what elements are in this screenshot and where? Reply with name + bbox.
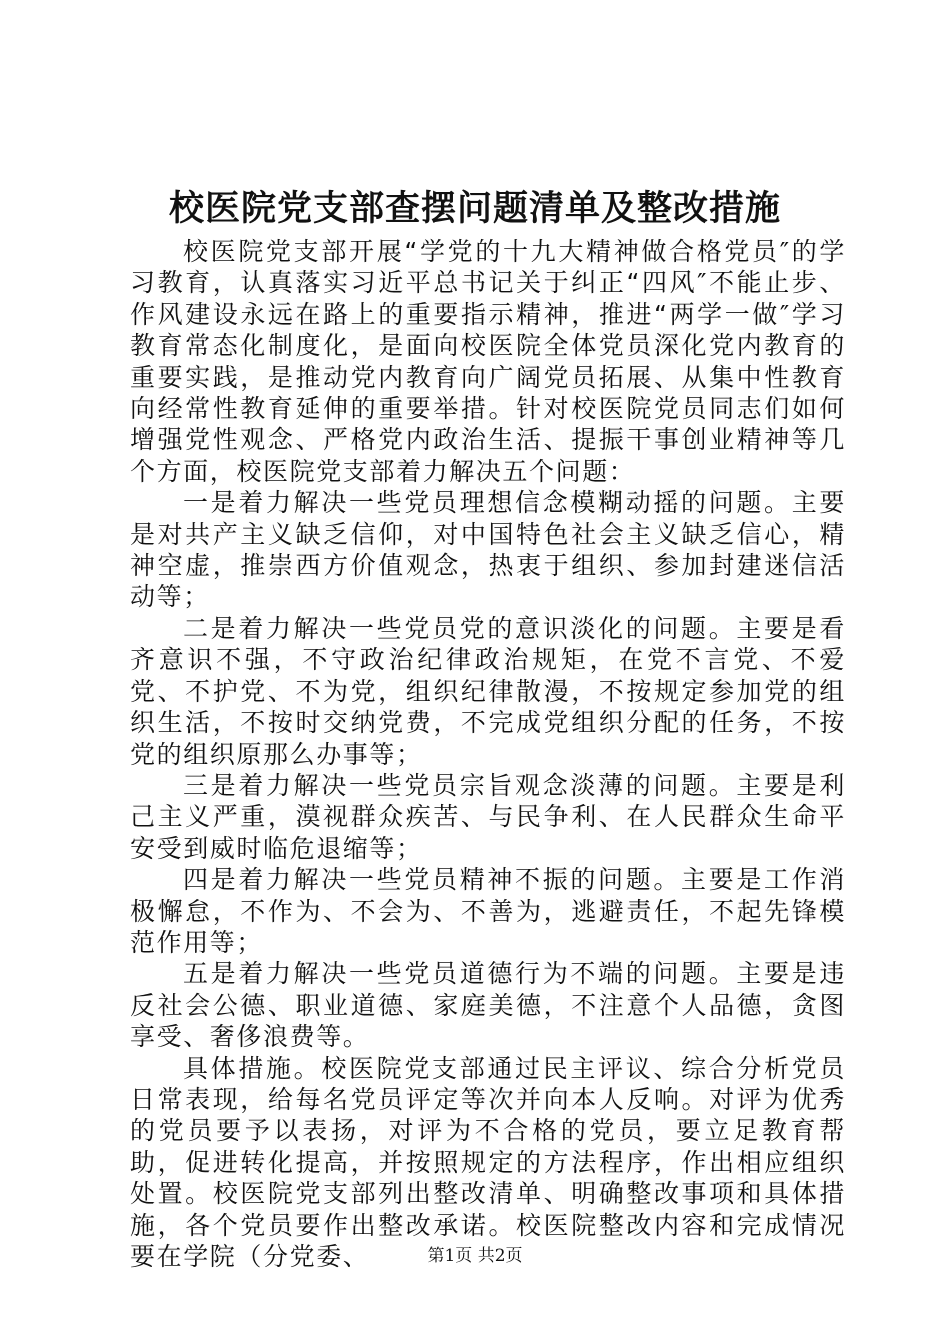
paragraph-problem-3: 三是着力解决一些党员宗旨观念淡薄的问题。主要是利己主义严重，漠视群众疾苦、与民争利、在人民群众生命平安受到威时临危退缩等； [130, 770, 846, 863]
paragraph-measures: 具体措施。校医院党支部通过民主评议、综合分析党员日常表现，给每名党员评定等次并向本人反响。对评为优秀的党员要予以表扬，对评为不合格的党员，要立足教育帮助，促进转化提高，并按照规定的方法程序，作出相应组织处置。校医院党支部列出整改清单、明确整改事项和具体措施，各个党员要作出整改承诺。校医院整改内容和完成情况要在学院（分党委、 [130, 1053, 846, 1271]
document-title: 校医院党支部查摆问题清单及整改措施 [168, 188, 781, 229]
paragraph-problem-5: 五是着力解决一些党员道德行为不端的问题。主要是违反社会公德、职业道德、家庭美德，不注意个人品德，贪图享受、奢侈浪费等。 [130, 959, 846, 1052]
paragraph-problem-2: 二是着力解决一些党员党的意识淡化的问题。主要是看齐意识不强，不守政治纪律政治规矩，在党不言党、不爱党、不护党、不为党，组织纪律散漫，不按规定参加党的组织生活，不按时交纳党费，不完成党组织分配的任务，不按党的组织原那么办事等； [130, 613, 846, 769]
page-number-footer: 第1页 共2页 [427, 1246, 523, 1266]
paragraph-intro: 校医院党支部开展“学党的十九大精神做合格党员″的学习教育，认真落实习近平总书记关于纠正“四风″不能止步、作风建设永远在路上的重要指示精神，推进“两学一做″学习教育常态化制度化，是面向校医院全体党员深化党内教育的重要实践，是推动党内教育向广阔党员拓展、从集中性教育向经常性教育延伸的重要举措。针对校医院党员同志们如何增强党性观念、严格党内政治生活、提振干事创业精神等几个方面，校医院党支部着力解决五个问题： [130, 237, 846, 486]
paragraph-problem-4: 四是着力解决一些党员精神不振的问题。主要是工作消极懈怠，不作为、不会为、不善为，逃避责任，不起先锋模范作用等； [130, 865, 846, 957]
paragraph-problem-1: 一是着力解决一些党员理想信念模糊动摇的问题。主要是对共产主义缺乏信仰，对中国特色社会主义缺乏信心，精神空虚，推崇西方价值观念，热衷于组织、参加封建迷信活动等； [130, 488, 846, 612]
document-body [130, 236, 846, 1272]
